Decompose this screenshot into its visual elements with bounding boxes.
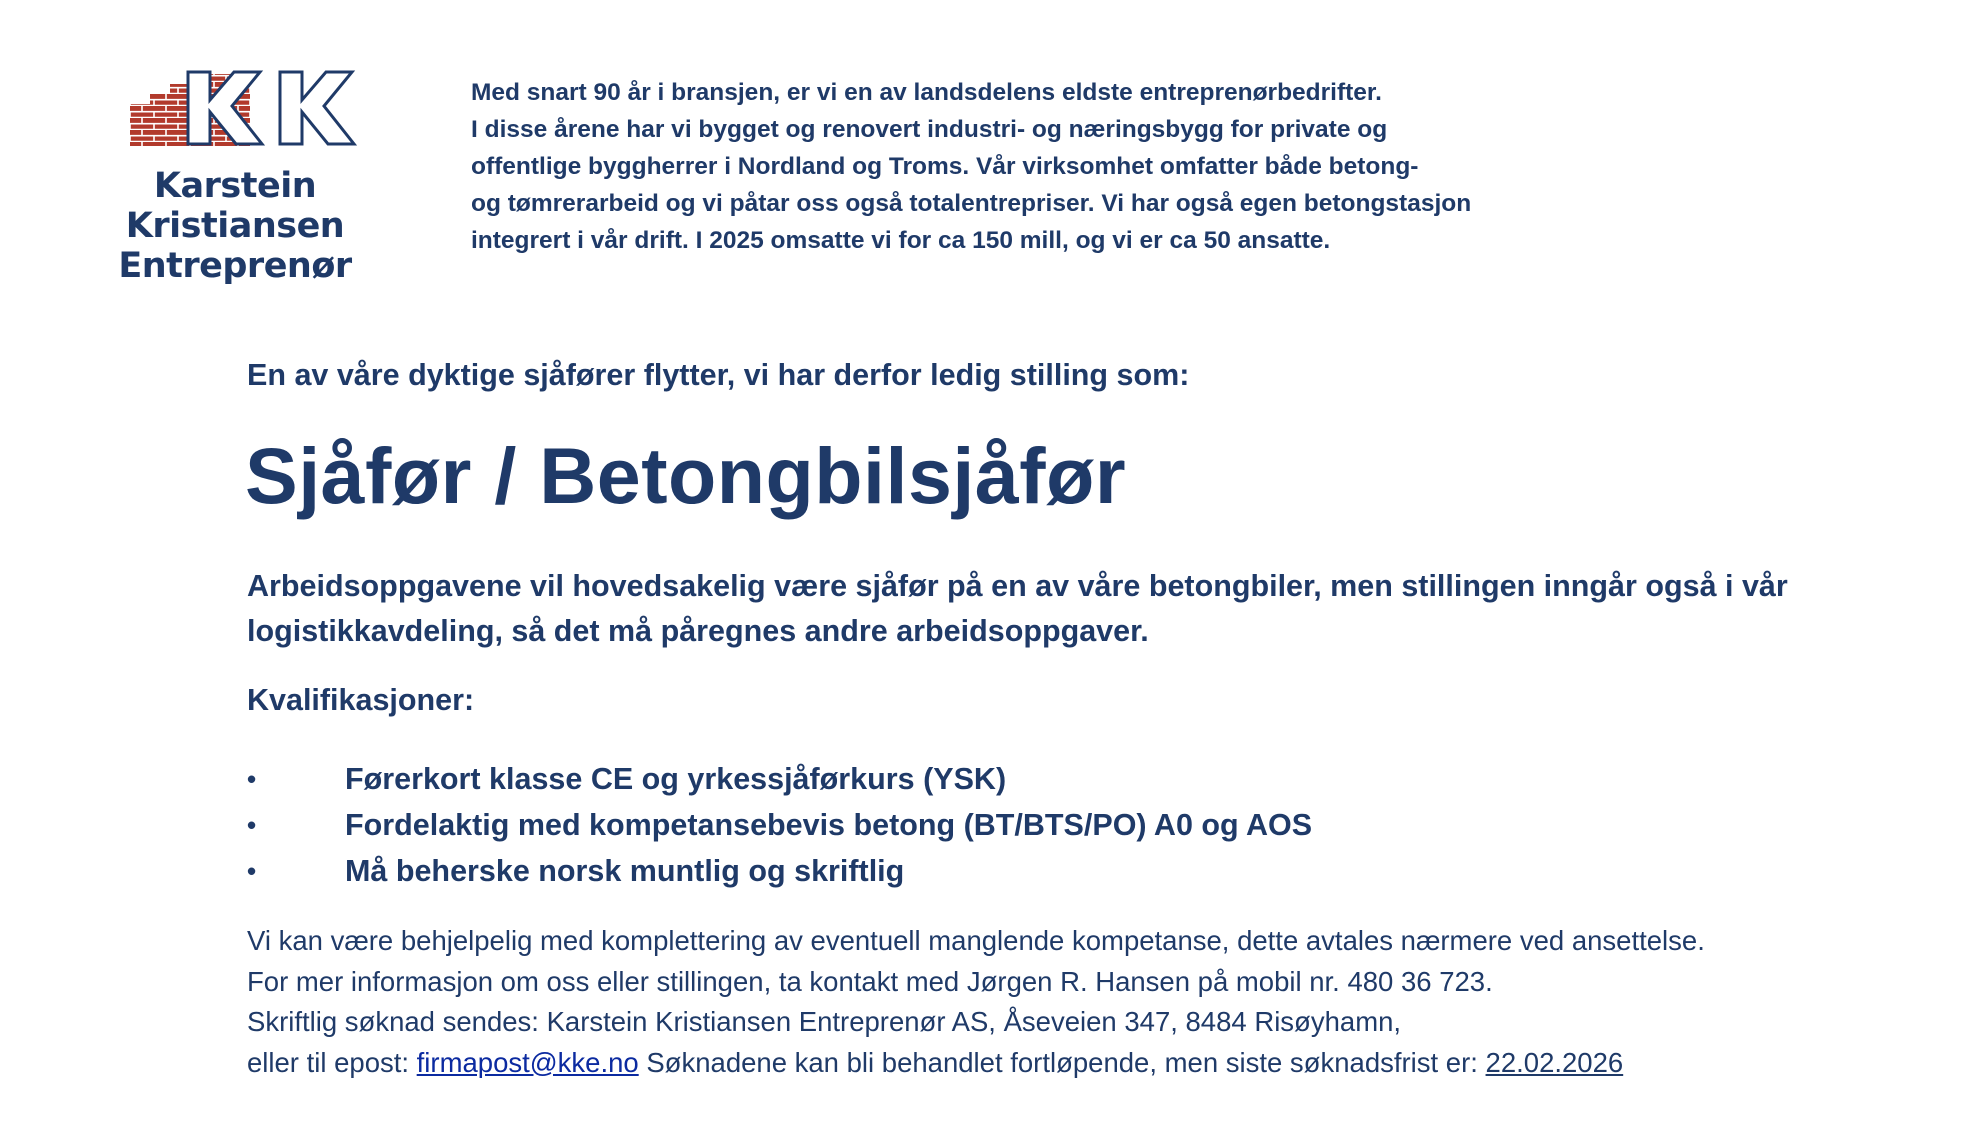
contact-line: Vi kan være behjelpelig med komplettering av eventuell manglende kompetanse, dette avtales nærmere ved ansettelse. <box>247 925 1705 956</box>
contact-info <box>247 921 1705 1083</box>
email-link[interactable]: firmapost@kke.no <box>416 1046 639 1078</box>
logo-name-line2: Entreprenør <box>118 246 352 286</box>
bullet-icon: • <box>247 764 257 794</box>
logo-name-line1: Karstein Kristiansen <box>125 166 345 246</box>
application-deadline: 22.02.2026 <box>1485 1046 1624 1078</box>
logo-company-name <box>50 166 420 286</box>
description-line: Arbeidsoppgavene vil hovedsakelig være sjåfør på en av våre betongbiler, men stillingen inngår også i vår <box>247 569 1788 603</box>
qualification-text: Førerkort klasse CE og yrkessjåførkurs (YSK) <box>345 762 1007 796</box>
bullet-icon: • <box>247 810 257 840</box>
email-prefix: eller til epost: <box>247 1046 417 1078</box>
contact-line: Skriftlig søknad sendes: Karstein Kristiansen Entreprenør AS, Åseveien 347, 8484 Risøyhamn, <box>247 1006 1402 1037</box>
qualifications-heading: Kvalifikasjoner: <box>247 683 475 717</box>
job-title: Sjåfør / Betongbilsjåfør <box>245 431 1127 520</box>
company-intro <box>471 74 1711 259</box>
intro-line: integrert i vår drift. I 2025 omsatte vi for ca 150 mill, og vi er ca 50 ansatte. <box>471 227 1331 254</box>
intro-line: I disse årene har vi bygget og renovert industri- og næringsbygg for private og <box>471 116 1388 143</box>
contact-line-email <box>247 1043 1705 1084</box>
qualification-text: Må beherske norsk muntlig og skriftlig <box>345 854 905 888</box>
contact-line: For mer informasjon om oss eller stillingen, ta kontakt med Jørgen R. Hansen på mobil nr. 480 36 723. <box>247 965 1493 997</box>
job-description <box>247 564 1788 654</box>
kk-brick-logo-mark <box>130 70 390 146</box>
intro-line: Med snart 90 år i bransjen, er vi en av landsdelens eldste entreprenørbedrifter. <box>471 79 1382 106</box>
deadline-prefix: Søknadene kan bli behandlet fortløpende, men siste søknadsfrist er: <box>638 1046 1486 1078</box>
intro-line: offentlige byggherrer i Nordland og Troms. Vår virksomhet omfatter både betong- <box>471 153 1419 180</box>
description-line: logistikkavdeling, så det må påregnes andre arbeidsoppgaver. <box>247 614 1149 648</box>
qualification-text: Fordelaktig med kompetansebevis betong (BT/BTS/PO) A0 og AOS <box>345 808 1313 842</box>
lead-sentence: En av våre dyktige sjåfører flytter, vi har derfor ledig stilling som: <box>247 358 1190 392</box>
intro-line: og tømrerarbeid og vi påtar oss også totalentrepriser. Vi har også egen betongstasjon <box>471 190 1472 217</box>
bullet-icon: • <box>247 856 257 886</box>
